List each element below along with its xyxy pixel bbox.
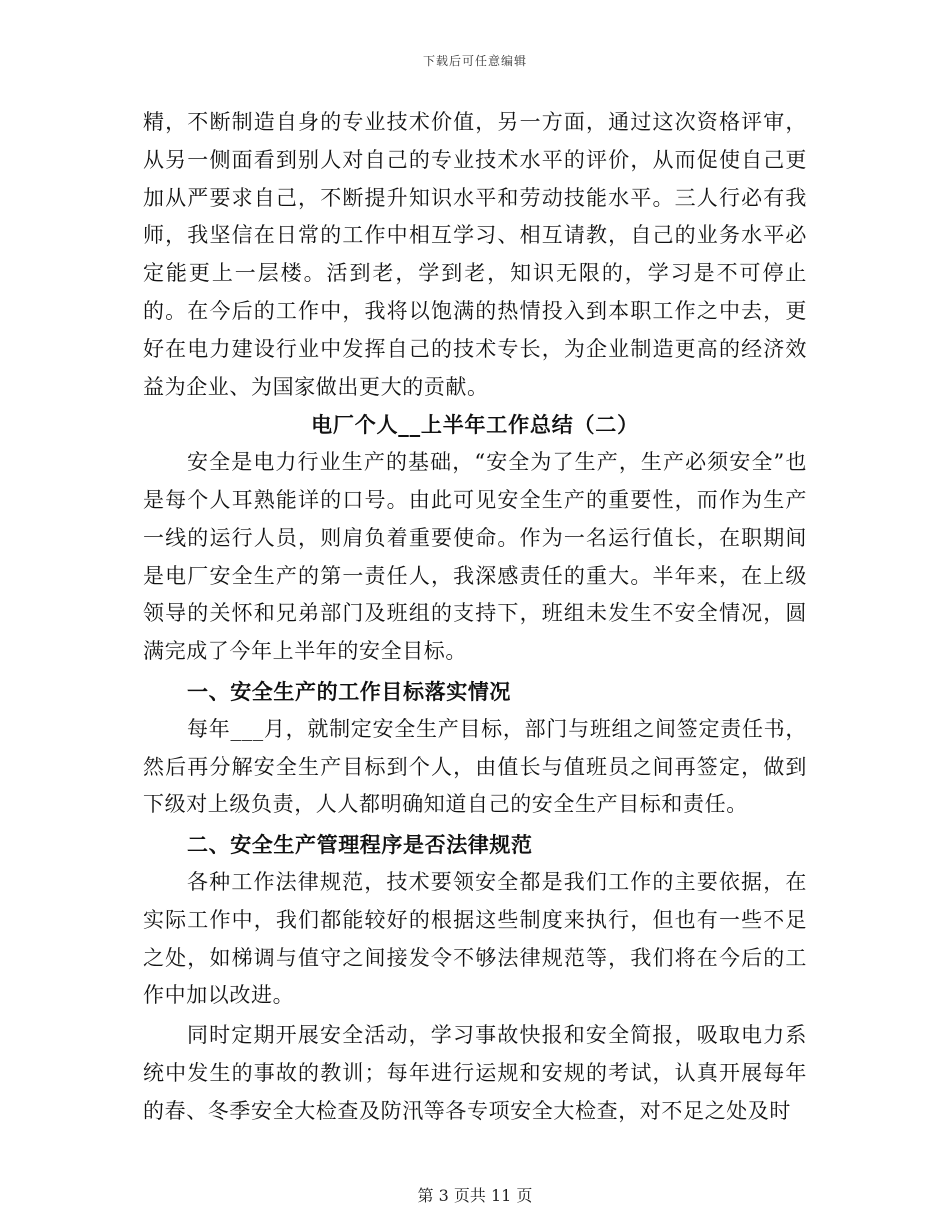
- heading-goal-implementation: 一、安全生产的工作目标落实情况: [187, 678, 511, 704]
- heading-management-procedure: 二、安全生产管理程序是否法律规范: [187, 832, 533, 858]
- page-footer: 第 3 页共 11 页: [417, 1186, 533, 1205]
- paragraph-goals: 每年___月，就制定安全生产目标，部门与班组之间签定责任书，然后再分解安全生产目标到个人，由值长与值班员之间再签定，做到下级对上级负责，人人都明确知道自己的安全生产目标和责任。: [143, 716, 807, 817]
- paragraph-procedures: 各种工作法律规范，技术要领安全都是我们工作的主要依据，在实际工作中，我们都能较好的根据这些制度来执行，但也有一些不足之处，如梯调与值守之间接发令不够法律规范等，我们将在今后的工作中加以改进。: [143, 869, 807, 1008]
- paragraph-intro: 安全是电力行业生产的基础，“安全为了生产，生产必须安全”也是每个人耳熟能详的口号。由此可见安全生产的重要性，而作为生产一线的运行人员，则肩负着重要使命。作为一名运行值长，在职期间是电厂安全生产的第一责任人，我深感责任的重大。半年来，在上级领导的关怀和兄弟部门及班组的支持下，班组未发生不安全情况，圆满完成了今年上半年的安全目标。: [143, 450, 807, 664]
- section-title: 电厂个人__上半年工作总结（二）: [311, 412, 639, 438]
- paragraph-continuation: 精，不断制造自身的专业技术价值，另一方面，通过这次资格评审，从另一侧面看到别人对自己的专业技术水平的评价，从而促使自己更加从严要求自己，不断提升知识水平和劳动技能水平。三人行必有我师，我坚信在日常的工作中相互学习、相互请教，自己的业务水平必定能更上一层楼。活到老，学到老，知识无限的，学习是不可停止的。在今后的工作中，我将以饱满的热情投入到本职工作之中去，更好在电力建设行业中发挥自己的技术专长，为企业制造更高的经济效益为企业、为国家做出更大的贡献。: [143, 110, 807, 399]
- paragraph-activities: 同时定期开展安全活动，学习事故快报和安全简报，吸取电力系统中发生的事故的教训；每年进行运规和安规的考试，认真开展每年的春、冬季安全大检查及防汛等各专项安全大检查，对不足之处及时: [143, 1023, 807, 1123]
- document-body: [143, 104, 807, 1131]
- page-header: 下载后可任意编辑: [422, 54, 527, 68]
